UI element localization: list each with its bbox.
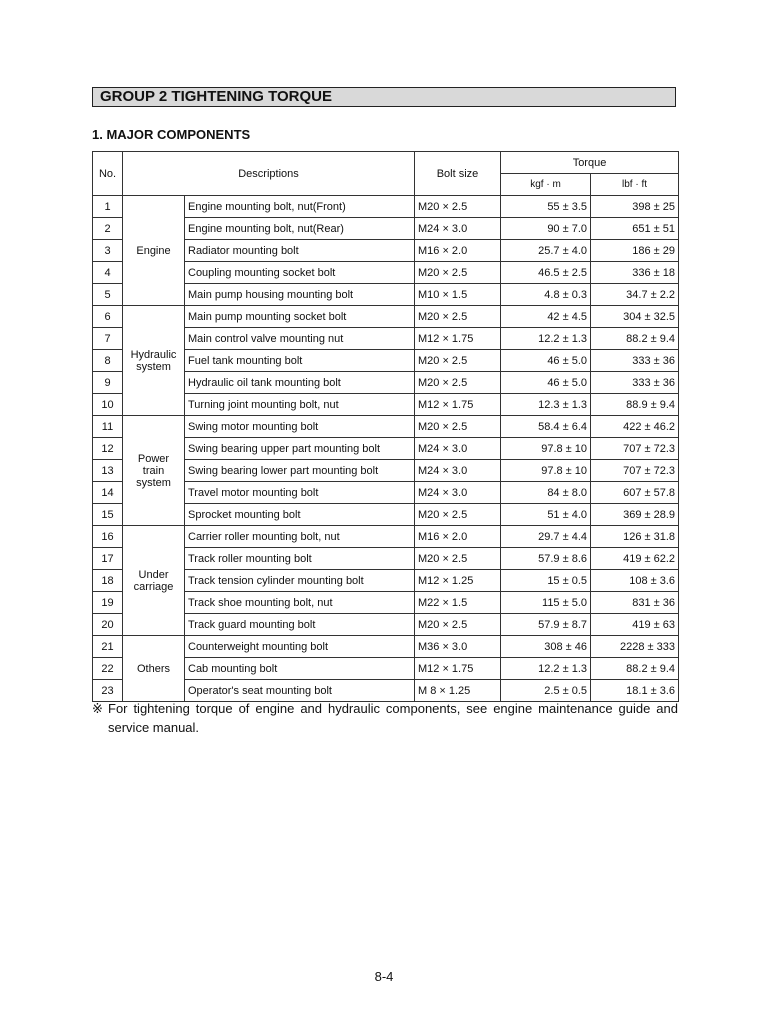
row-torque-kgf: 4.8 ± 0.3 xyxy=(501,284,591,306)
group-others xyxy=(123,636,185,702)
row-bolt-size: M24 × 3.0 xyxy=(415,438,501,460)
row-torque-lbf: 333 ± 36 xyxy=(591,350,679,372)
row-torque-lbf: 422 ± 46.2 xyxy=(591,416,679,438)
row-no: 12 xyxy=(93,438,123,460)
row-no: 11 xyxy=(93,416,123,438)
row-no: 2 xyxy=(93,218,123,240)
section-title: 1. MAJOR COMPONENTS xyxy=(92,127,251,142)
row-description: Sprocket mounting bolt xyxy=(185,504,415,526)
row-bolt-size: M20 × 2.5 xyxy=(415,306,501,328)
row-torque-kgf: 12.2 ± 1.3 xyxy=(501,658,591,680)
row-torque-lbf: 88.2 ± 9.4 xyxy=(591,328,679,350)
row-no: 23 xyxy=(93,680,123,702)
row-bolt-size: M20 × 2.5 xyxy=(415,416,501,438)
row-bolt-size: M20 × 2.5 xyxy=(415,504,501,526)
row-description: Cab mounting bolt xyxy=(185,658,415,680)
row-torque-lbf: 2228 ± 333 xyxy=(591,636,679,658)
row-torque-lbf: 336 ± 18 xyxy=(591,262,679,284)
row-description: Operator's seat mounting bolt xyxy=(185,680,415,702)
row-no: 9 xyxy=(93,372,123,394)
row-description: Swing bearing upper part mounting bolt xyxy=(185,438,415,460)
row-torque-lbf: 831 ± 36 xyxy=(591,592,679,614)
header-descriptions: Descriptions xyxy=(123,152,415,196)
row-no: 17 xyxy=(93,548,123,570)
row-description: Track guard mounting bolt xyxy=(185,614,415,636)
group-engine-label: Engine xyxy=(136,244,171,257)
row-description: Coupling mounting socket bolt xyxy=(185,262,415,284)
row-torque-lbf: 607 ± 57.8 xyxy=(591,482,679,504)
row-torque-kgf: 97.8 ± 10 xyxy=(501,438,591,460)
reference-mark-icon: ※ xyxy=(92,701,103,716)
row-torque-lbf: 88.9 ± 9.4 xyxy=(591,394,679,416)
table-row xyxy=(93,306,679,328)
group-under-label-1: Under xyxy=(138,568,169,581)
header-no: No. xyxy=(93,152,123,196)
row-torque-kgf: 58.4 ± 6.4 xyxy=(501,416,591,438)
row-description: Main pump housing mounting bolt xyxy=(185,284,415,306)
row-torque-lbf: 126 ± 31.8 xyxy=(591,526,679,548)
row-bolt-size: M20 × 2.5 xyxy=(415,614,501,636)
row-description: Swing motor mounting bolt xyxy=(185,416,415,438)
row-description: Track roller mounting bolt xyxy=(185,548,415,570)
row-description: Carrier roller mounting bolt, nut xyxy=(185,526,415,548)
row-torque-kgf: 42 ± 4.5 xyxy=(501,306,591,328)
row-bolt-size: M20 × 2.5 xyxy=(415,262,501,284)
row-torque-kgf: 25.7 ± 4.0 xyxy=(501,240,591,262)
row-bolt-size: M36 × 3.0 xyxy=(415,636,501,658)
row-torque-kgf: 15 ± 0.5 xyxy=(501,570,591,592)
row-torque-kgf: 115 ± 5.0 xyxy=(501,592,591,614)
row-no: 7 xyxy=(93,328,123,350)
header-lbf-ft: lbf · ft xyxy=(591,174,679,196)
header-bolt-size: Bolt size xyxy=(415,152,501,196)
table-row xyxy=(93,196,679,218)
row-torque-lbf: 707 ± 72.3 xyxy=(591,460,679,482)
footnote-text: For tightening torque of engine and hydraulic components, see engine maintenance guide and service manual. xyxy=(108,701,678,735)
row-torque-kgf: 51 ± 4.0 xyxy=(501,504,591,526)
row-no: 13 xyxy=(93,460,123,482)
group-hydraulic-label-1: Hydraulic xyxy=(130,348,177,361)
row-torque-kgf: 90 ± 7.0 xyxy=(501,218,591,240)
torque-table xyxy=(92,151,679,702)
row-bolt-size: M12 × 1.75 xyxy=(415,394,501,416)
row-torque-kgf: 46 ± 5.0 xyxy=(501,350,591,372)
row-bolt-size: M22 × 1.5 xyxy=(415,592,501,614)
group-others-label: Others xyxy=(136,662,170,675)
row-torque-kgf: 46.5 ± 2.5 xyxy=(501,262,591,284)
row-torque-lbf: 707 ± 72.3 xyxy=(591,438,679,460)
row-torque-kgf: 46 ± 5.0 xyxy=(501,372,591,394)
row-bolt-size: M24 × 3.0 xyxy=(415,460,501,482)
row-description: Track tension cylinder mounting bolt xyxy=(185,570,415,592)
row-torque-kgf: 12.2 ± 1.3 xyxy=(501,328,591,350)
row-torque-lbf: 18.1 ± 3.6 xyxy=(591,680,679,702)
row-bolt-size: M20 × 2.5 xyxy=(415,350,501,372)
row-no: 6 xyxy=(93,306,123,328)
row-torque-kgf: 84 ± 8.0 xyxy=(501,482,591,504)
row-bolt-size: M12 × 1.75 xyxy=(415,328,501,350)
row-torque-kgf: 12.3 ± 1.3 xyxy=(501,394,591,416)
row-no: 14 xyxy=(93,482,123,504)
footnote xyxy=(92,699,678,737)
row-torque-kgf: 55 ± 3.5 xyxy=(501,196,591,218)
row-no: 5 xyxy=(93,284,123,306)
header-torque: Torque xyxy=(501,152,679,174)
header-kgf-m: kgf · m xyxy=(501,174,591,196)
row-bolt-size: M 8 × 1.25 xyxy=(415,680,501,702)
group-title: GROUP 2 TIGHTENING TORQUE xyxy=(92,87,676,107)
row-torque-kgf: 29.7 ± 4.4 xyxy=(501,526,591,548)
row-torque-lbf: 333 ± 36 xyxy=(591,372,679,394)
row-torque-kgf: 57.9 ± 8.7 xyxy=(501,614,591,636)
row-description: Turning joint mounting bolt, nut xyxy=(185,394,415,416)
row-no: 1 xyxy=(93,196,123,218)
row-no: 4 xyxy=(93,262,123,284)
row-bolt-size: M20 × 2.5 xyxy=(415,196,501,218)
row-torque-lbf: 398 ± 25 xyxy=(591,196,679,218)
row-torque-lbf: 108 ± 3.6 xyxy=(591,570,679,592)
row-torque-kgf: 57.9 ± 8.6 xyxy=(501,548,591,570)
row-bolt-size: M16 × 2.0 xyxy=(415,240,501,262)
table-row xyxy=(93,636,679,658)
table-row xyxy=(93,526,679,548)
row-bolt-size: M24 × 3.0 xyxy=(415,482,501,504)
row-torque-kgf: 97.8 ± 10 xyxy=(501,460,591,482)
row-no: 3 xyxy=(93,240,123,262)
row-description: Swing bearing lower part mounting bolt xyxy=(185,460,415,482)
row-bolt-size: M16 × 2.0 xyxy=(415,526,501,548)
row-description: Fuel tank mounting bolt xyxy=(185,350,415,372)
row-bolt-size: M24 × 3.0 xyxy=(415,218,501,240)
row-bolt-size: M20 × 2.5 xyxy=(415,372,501,394)
row-bolt-size: M10 × 1.5 xyxy=(415,284,501,306)
row-bolt-size: M12 × 1.25 xyxy=(415,570,501,592)
table-row xyxy=(93,416,679,438)
row-torque-kgf: 2.5 ± 0.5 xyxy=(501,680,591,702)
row-torque-lbf: 88.2 ± 9.4 xyxy=(591,658,679,680)
group-power-label-3: system xyxy=(136,476,171,489)
row-no: 8 xyxy=(93,350,123,372)
row-torque-lbf: 651 ± 51 xyxy=(591,218,679,240)
group-under-carriage xyxy=(123,526,185,636)
row-torque-lbf: 34.7 ± 2.2 xyxy=(591,284,679,306)
row-description: Radiator mounting bolt xyxy=(185,240,415,262)
row-description: Track shoe mounting bolt, nut xyxy=(185,592,415,614)
row-no: 18 xyxy=(93,570,123,592)
row-description: Hydraulic oil tank mounting bolt xyxy=(185,372,415,394)
row-no: 21 xyxy=(93,636,123,658)
page-number: 8-4 xyxy=(374,969,394,984)
group-power-train-system xyxy=(123,416,185,526)
row-torque-lbf: 304 ± 32.5 xyxy=(591,306,679,328)
row-bolt-size: M20 × 2.5 xyxy=(415,548,501,570)
row-torque-lbf: 186 ± 29 xyxy=(591,240,679,262)
row-description: Engine mounting bolt, nut(Front) xyxy=(185,196,415,218)
group-power-label-1: Power xyxy=(137,452,170,465)
row-description: Engine mounting bolt, nut(Rear) xyxy=(185,218,415,240)
row-no: 16 xyxy=(93,526,123,548)
row-description: Counterweight mounting bolt xyxy=(185,636,415,658)
group-engine xyxy=(123,196,185,306)
group-hydraulic-label-2: system xyxy=(136,360,171,373)
group-hydraulic-system xyxy=(123,306,185,416)
row-no: 22 xyxy=(93,658,123,680)
group-power-label-2: train xyxy=(142,464,165,477)
row-no: 19 xyxy=(93,592,123,614)
row-torque-lbf: 419 ± 63 xyxy=(591,614,679,636)
row-torque-kgf: 308 ± 46 xyxy=(501,636,591,658)
row-description: Travel motor mounting bolt xyxy=(185,482,415,504)
row-no: 20 xyxy=(93,614,123,636)
group-under-label-2: carriage xyxy=(133,580,174,593)
row-torque-lbf: 369 ± 28.9 xyxy=(591,504,679,526)
row-description: Main control valve mounting nut xyxy=(185,328,415,350)
row-no: 15 xyxy=(93,504,123,526)
row-bolt-size: M12 × 1.75 xyxy=(415,658,501,680)
row-description: Main pump mounting socket bolt xyxy=(185,306,415,328)
row-torque-lbf: 419 ± 62.2 xyxy=(591,548,679,570)
row-no: 10 xyxy=(93,394,123,416)
